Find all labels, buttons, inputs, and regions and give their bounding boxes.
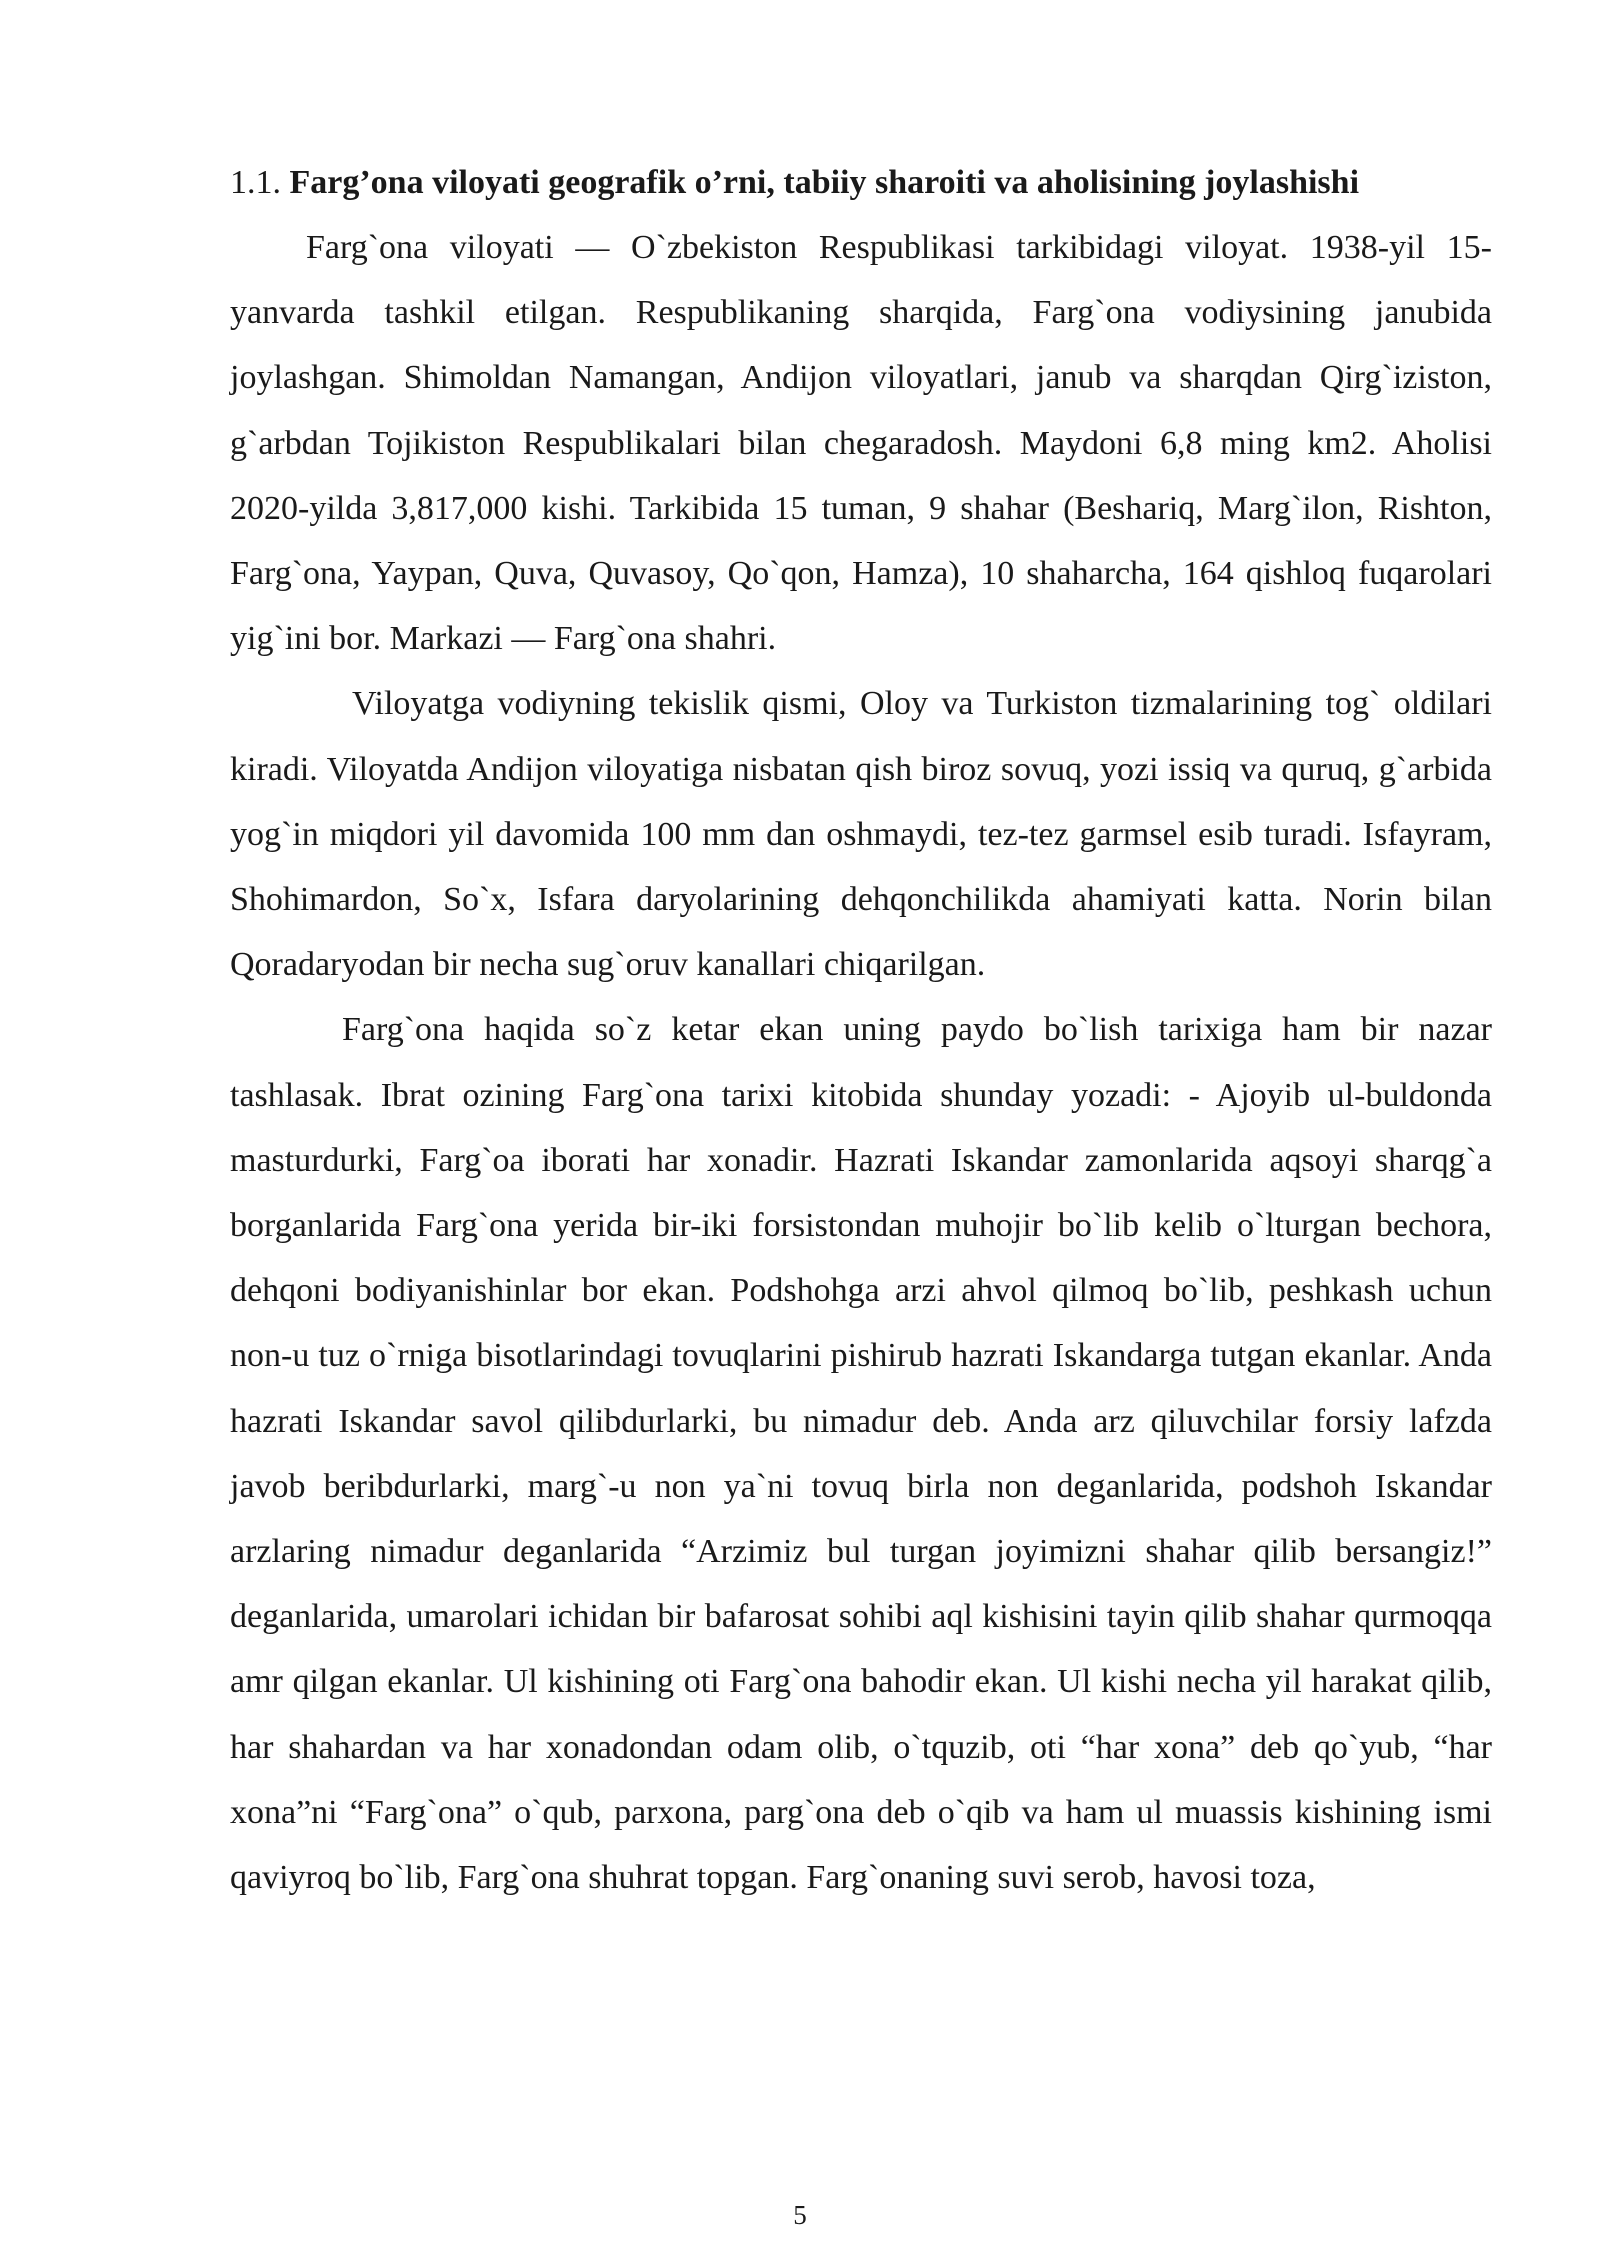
paragraph-3: Farg`ona haqida so`z ketar ekan uning paydo bo`lish tarixiga ham bir nazar tashlasak. Ibrat ozining Farg`ona tarixi kitobida shunday yozadi: - Ajoyib ul-buldonda masturdurki, Farg`oa iborati har xonadir. Hazrati Iskandar zamonlarida aqsoyi sharqg`a borganlarida Farg`ona yerida bir-iki forsistondan muhojir bo`lib kelib o`lturgan bechora, dehqoni bodiyanishinlar bor ekan. Podshohga arzi ahvol qilmoq bo`lib, peshkash uchun non-u tuz o`rniga bisotlarindagi tovuqlarini pishirub hazrati Iskandarga tutgan ekanlar. Anda hazrati Iskandar savol qilibdurlarki, bu nimadur deb. Anda arz qiluvchilar forsiy lafzda javob beribdurlarki, marg`-u non ya`ni tovuq birla non deganlarida, podshoh Iskandar arzlaring nimadur deganlarida “Arzimiz bul turgan joyimizni shahar qilib bersangiz!” deganlarida, umarolari ichidan bir bafarosat sohibi aql kishisini tayin qilib shahar qurmoqqa amr qilgan ekanlar. Ul kishining oti Farg`ona bahodir ekan. Ul kishi necha yil harakat qilib, har shahardan va har xonadondan odam olib, o`tquzib, oti “har xona” deb qo`yub, “har xona”ni “Farg`ona” o`qub, parxona, parg`ona deb o`qib va ham ul muassis kishining ismi qaviyroq bo`lib, Farg`ona shuhrat topgan. Farg`onaning suvi serob, havosi toza,	[230, 1011, 1492, 1897]
paragraph-1: Farg`ona viloyati — O`zbekiston Respublikasi tarkibidagi viloyat. 1938-yil 15-yanvarda tashkil etilgan. Respublikaning sharqida, Farg`ona vodiysining janubida joylashgan. Shimoldan Namangan, Andijon viloyatlari, janub va sharqdan Qirg`iziston, g`arbdan Tojikiston Respublikalari bilan chegaradosh. Maydoni 6,8 ming km2. Aholisi 2020-yilda 3,817,000 kishi. Tarkibida 15 tuman, 9 shahar (Beshariq, Marg`ilon, Rishton, Farg`ona, Yaypan, Quva, Quvasoy, Qo`qon, Hamza), 10 shaharcha, 164 qishloq fuqarolari yig`ini bor. Markazi — Farg`ona shahri.	[230, 229, 1492, 658]
section-heading	[230, 150, 1492, 215]
paragraph-2: Viloyatga vodiyning tekislik qismi, Oloy va Turkiston tizmalarining tog` oldilari kiradi. Viloyatda Andijon viloyatiga nisbatan qish biroz sovuq, yozi issiq va quruq, g`arbida yog`in miqdori yil davomida 100 mm dan oshmaydi, tez-tez garmsel esib turadi. Isfayram, Shohimardon, So`x, Isfara daryolarining dehqonchilikda ahamiyati katta. Norin bilan Qoradaryodan bir necha sug`oruv kanallari chiqarilgan.	[230, 685, 1492, 984]
page-number: 5	[793, 2200, 807, 2230]
section-number: 1.1.	[230, 164, 290, 201]
page-content	[230, 150, 1492, 1910]
section-title: Farg’ona viloyati geografik o’rni, tabiiy sharoiti va aholisining joylashishi	[289, 164, 1360, 201]
